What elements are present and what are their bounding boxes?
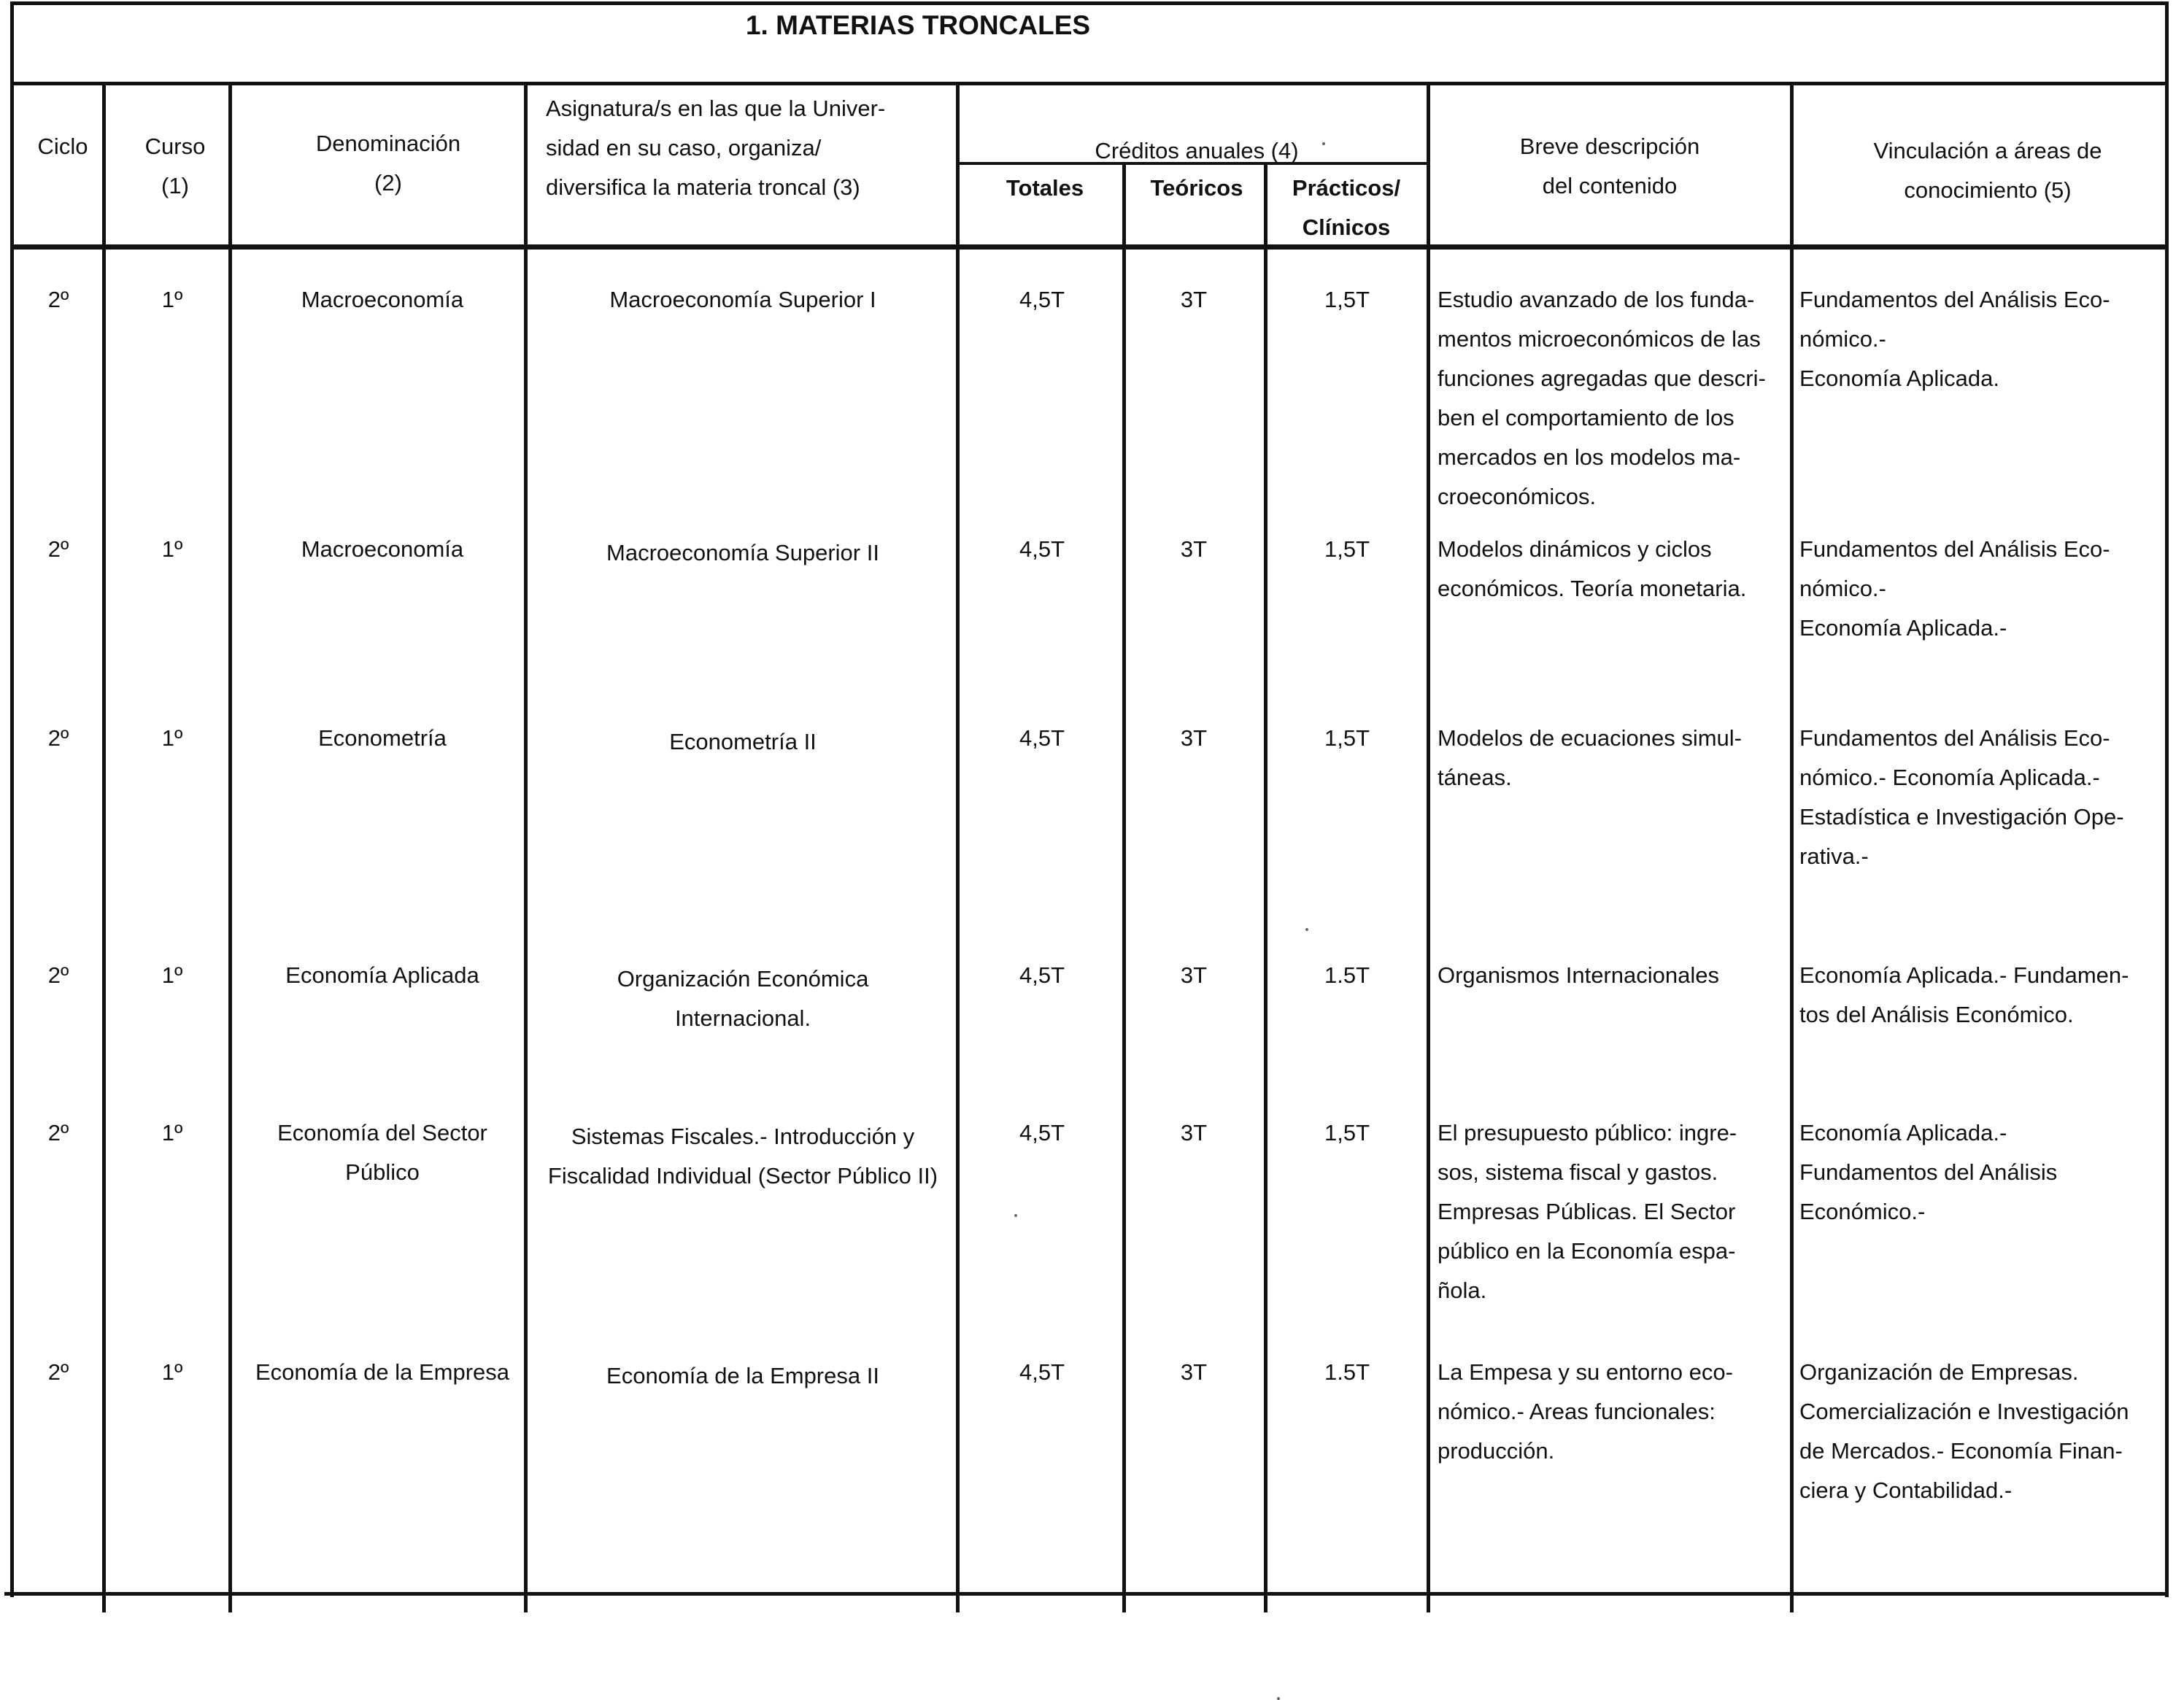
cell-practicos: 1.5T <box>1324 962 1370 988</box>
header-bottom-border <box>10 244 2169 250</box>
cell-totales: 4,5T <box>1019 287 1065 312</box>
cell-curso: 1º <box>161 287 183 312</box>
cell-practicos: 1,5T <box>1324 725 1370 751</box>
cell-totales: 4,5T <box>1019 1120 1065 1145</box>
cell-denominacion: Economía del Sector <box>277 1120 487 1145</box>
cell-asignatura: Macroeconomía Superior II <box>606 540 879 565</box>
table-right-border <box>2165 1 2169 1597</box>
cell-teoricos: 3T <box>1180 536 1208 562</box>
cell-descripcion: El presupuesto público: ingre- <box>1438 1120 1737 1145</box>
cell-descripcion: Modelos dinámicos y ciclos <box>1438 536 1712 562</box>
cell-totales: 4,5T <box>1019 536 1065 562</box>
cell-descripcion: sos, sistema fiscal y gastos. <box>1438 1159 1718 1185</box>
cell-vinculacion: Economía Aplicada.- <box>1799 615 2007 641</box>
curso-denominacion-divider <box>228 82 232 1612</box>
header-practicos: Clínicos <box>1302 215 1391 240</box>
cell-vinculacion: de Mercados.- Economía Finan- <box>1799 1438 2123 1464</box>
cell-teoricos: 3T <box>1180 1359 1208 1385</box>
cell-vinculacion: Estadística e Investigación Ope- <box>1799 804 2124 830</box>
cell-vinculacion: nómico.- Economía Aplicada.- <box>1799 765 2100 790</box>
cell-curso: 1º <box>161 1359 183 1385</box>
cell-teoricos: 3T <box>1180 962 1208 988</box>
cell-descripcion: público en la Economía espa- <box>1438 1238 1736 1264</box>
cell-denominacion: Econometría <box>318 725 447 751</box>
cell-teoricos: 3T <box>1180 725 1208 751</box>
table-bottom-border <box>4 1592 2169 1596</box>
header-denominacion: Denominación <box>315 131 461 156</box>
header-denominacion: (2) <box>374 170 402 196</box>
scan-speck <box>1014 1214 1017 1217</box>
header-curso: Curso <box>144 134 206 159</box>
cell-descripcion: Estudio avanzado de los funda- <box>1438 287 1755 312</box>
cell-descripcion: nómico.- Areas funcionales: <box>1438 1399 1716 1424</box>
cell-curso: 1º <box>161 962 183 988</box>
cell-totales: 4,5T <box>1019 725 1065 751</box>
cell-practicos: 1,5T <box>1324 287 1370 312</box>
cell-descripcion: Organismos Internacionales <box>1438 962 1719 988</box>
cell-practicos: 1,5T <box>1324 536 1370 562</box>
cell-asignatura: Fiscalidad Individual (Sector Público II) <box>547 1163 938 1189</box>
header-totales: Totales <box>1006 175 1084 201</box>
header-practicos: Prácticos/ <box>1292 175 1401 201</box>
cell-descripcion: La Empesa y su entorno eco- <box>1438 1359 1733 1385</box>
scan-speck <box>1322 142 1325 145</box>
cell-vinculacion: Económico.- <box>1799 1199 1926 1224</box>
cell-vinculacion: Economía Aplicada.- <box>1799 1120 2007 1145</box>
teoricos-practicos-divider <box>1264 162 1267 1612</box>
cell-asignatura: Internacional. <box>674 1005 811 1031</box>
cell-ciclo: 2º <box>47 1359 69 1385</box>
cell-descripcion: ben el comportamiento de los <box>1438 405 1735 430</box>
cell-vinculacion: ciera y Contabilidad.- <box>1799 1477 2013 1503</box>
cell-vinculacion: Fundamentos del Análisis Eco- <box>1799 725 2110 751</box>
header-asignatura: Asignatura/s en las que la Univer- <box>546 96 886 121</box>
cell-denominacion: Macroeconomía <box>301 287 464 312</box>
page-title: 1. MATERIAS TRONCALES <box>745 10 1091 40</box>
cell-descripcion: producción. <box>1438 1438 1555 1464</box>
cell-denominacion: Público <box>345 1159 420 1185</box>
cell-descripcion: funciones agregadas que descri- <box>1438 366 1766 391</box>
cell-totales: 4,5T <box>1019 1359 1065 1385</box>
ciclo-curso-divider <box>102 82 106 1612</box>
cell-ciclo: 2º <box>47 962 69 988</box>
cell-vinculacion: nómico.- <box>1799 576 1886 601</box>
header-descripcion: Breve descripción <box>1519 134 1700 159</box>
header-creditos-anuales: Créditos anuales (4) <box>1095 138 1299 163</box>
table-top-border <box>10 1 2169 5</box>
cell-descripcion: mercados en los modelos ma- <box>1438 444 1741 470</box>
asignatura-totales-divider <box>956 82 960 1612</box>
cell-asignatura: Organización Económica <box>617 966 869 992</box>
denominacion-asignatura-divider <box>524 82 528 1612</box>
cell-descripcion: Modelos de ecuaciones simul- <box>1438 725 1742 751</box>
header-asignatura: diversifica la materia troncal (3) <box>546 174 860 200</box>
cell-vinculacion: Comercialización e Investigación <box>1799 1399 2129 1424</box>
cell-vinculacion: Fundamentos del Análisis <box>1799 1159 2058 1185</box>
cell-vinculacion: tos del Análisis Económico. <box>1799 1002 2074 1027</box>
cell-vinculacion: Economía Aplicada. <box>1799 366 2000 391</box>
cell-practicos: 1,5T <box>1324 1120 1370 1145</box>
cell-practicos: 1.5T <box>1324 1359 1370 1385</box>
cell-vinculacion: rativa.- <box>1799 843 1869 869</box>
cell-denominacion: Macroeconomía <box>301 536 464 562</box>
table-left-border <box>10 1 14 1597</box>
header-asignatura: sidad en su caso, organiza/ <box>546 135 822 161</box>
cell-teoricos: 3T <box>1180 1120 1208 1145</box>
totales-teoricos-divider <box>1122 162 1126 1612</box>
cell-vinculacion: Organización de Empresas. <box>1799 1359 2079 1385</box>
cell-curso: 1º <box>161 536 183 562</box>
practicos-descripcion-divider <box>1427 82 1430 1612</box>
header-curso: (1) <box>161 173 189 198</box>
cell-descripcion: mentos microeconómicos de las <box>1438 326 1761 352</box>
cell-vinculacion: Fundamentos del Análisis Eco- <box>1799 536 2110 562</box>
header-vinculacion: conocimiento (5) <box>1904 177 2072 203</box>
cell-ciclo: 2º <box>47 287 69 312</box>
cell-totales: 4,5T <box>1019 962 1065 988</box>
cell-descripcion: croeconómicos. <box>1438 484 1597 509</box>
cell-vinculacion: Fundamentos del Análisis Eco- <box>1799 287 2110 312</box>
descripcion-vinculacion-divider <box>1790 82 1794 1612</box>
scan-speck <box>1277 1697 1280 1700</box>
cell-asignatura: Economía de la Empresa II <box>606 1363 879 1388</box>
cell-descripcion: táneas. <box>1438 765 1512 790</box>
cell-vinculacion: nómico.- <box>1799 326 1886 352</box>
cell-ciclo: 2º <box>47 1120 69 1145</box>
cell-ciclo: 2º <box>47 725 69 751</box>
cell-asignatura: Macroeconomía Superior I <box>609 287 876 312</box>
cell-descripcion: ñola. <box>1438 1278 1487 1303</box>
cell-denominacion: Economía de la Empresa <box>255 1359 510 1385</box>
cell-denominacion: Economía Aplicada <box>285 962 479 988</box>
cell-curso: 1º <box>161 725 183 751</box>
cell-curso: 1º <box>161 1120 183 1145</box>
cell-descripcion: Empresas Públicas. El Sector <box>1438 1199 1736 1224</box>
header-descripcion: del contenido <box>1542 173 1678 198</box>
cell-ciclo: 2º <box>47 536 69 562</box>
cell-teoricos: 3T <box>1180 287 1208 312</box>
cell-asignatura: Econometría II <box>669 729 817 754</box>
cell-vinculacion: Economía Aplicada.- Fundamen- <box>1799 962 2129 988</box>
title-bottom-border <box>10 82 2169 85</box>
cell-descripcion: económicos. Teoría monetaria. <box>1438 576 1747 601</box>
header-teoricos: Teóricos <box>1150 175 1243 201</box>
header-vinculacion: Vinculación a áreas de <box>1873 138 2102 163</box>
cell-asignatura: Sistemas Fiscales.- Introducción y <box>571 1124 915 1149</box>
scan-speck <box>1305 928 1308 931</box>
header-ciclo: Ciclo <box>37 134 88 159</box>
